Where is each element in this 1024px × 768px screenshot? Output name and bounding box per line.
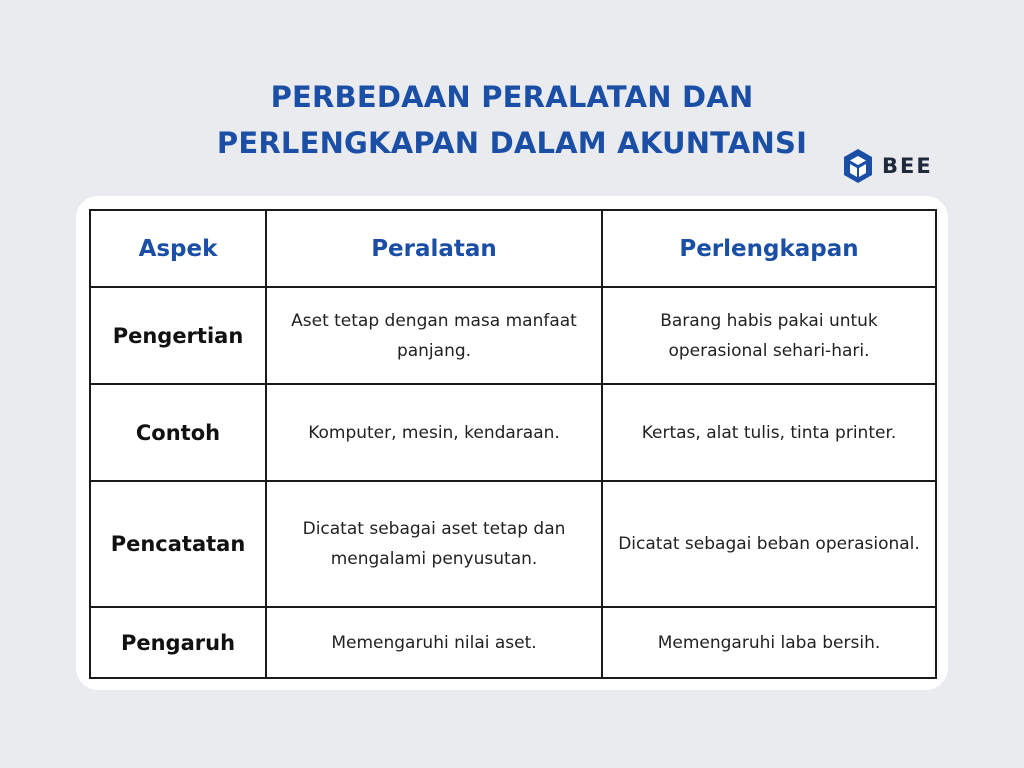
aspect-cell: Pencatatan: [90, 481, 266, 607]
peralatan-cell: Aset tetap dengan masa manfaat panjang.: [266, 287, 602, 384]
table-row: [90, 481, 936, 607]
perlengkapan-cell: Barang habis pakai untuk operasional sehari-hari.: [602, 287, 936, 384]
aspect-cell: Pengaruh: [90, 607, 266, 678]
peralatan-cell: Komputer, mesin, kendaraan.: [266, 384, 602, 481]
comparison-table: [89, 209, 937, 679]
header-perlengkapan: Perlengkapan: [602, 210, 936, 287]
brand-logo-text: BEE: [882, 154, 933, 178]
page-title-line-1: PERBEDAAN PERALATAN DAN: [270, 80, 754, 114]
peralatan-cell: Dicatat sebagai aset tetap dan mengalami penyusutan.: [266, 481, 602, 607]
table-row: [90, 287, 936, 384]
perlengkapan-cell: Memengaruhi laba bersih.: [602, 607, 936, 678]
peralatan-cell: Memengaruhi nilai aset.: [266, 607, 602, 678]
header-peralatan: Peralatan: [266, 210, 602, 287]
brand-logo: [842, 148, 933, 184]
bee-hexagon-logo-icon: [842, 148, 874, 184]
aspect-cell: Pengertian: [90, 287, 266, 384]
perlengkapan-cell: Kertas, alat tulis, tinta printer.: [602, 384, 936, 481]
table-header-row: [90, 210, 936, 287]
table-row: [90, 384, 936, 481]
page-title-line-2: PERLENGKAPAN DALAM AKUNTANSI: [216, 126, 808, 160]
table-row: [90, 607, 936, 678]
aspect-cell: Contoh: [90, 384, 266, 481]
perlengkapan-cell: Dicatat sebagai beban operasional.: [602, 481, 936, 607]
header-aspek: Aspek: [90, 210, 266, 287]
